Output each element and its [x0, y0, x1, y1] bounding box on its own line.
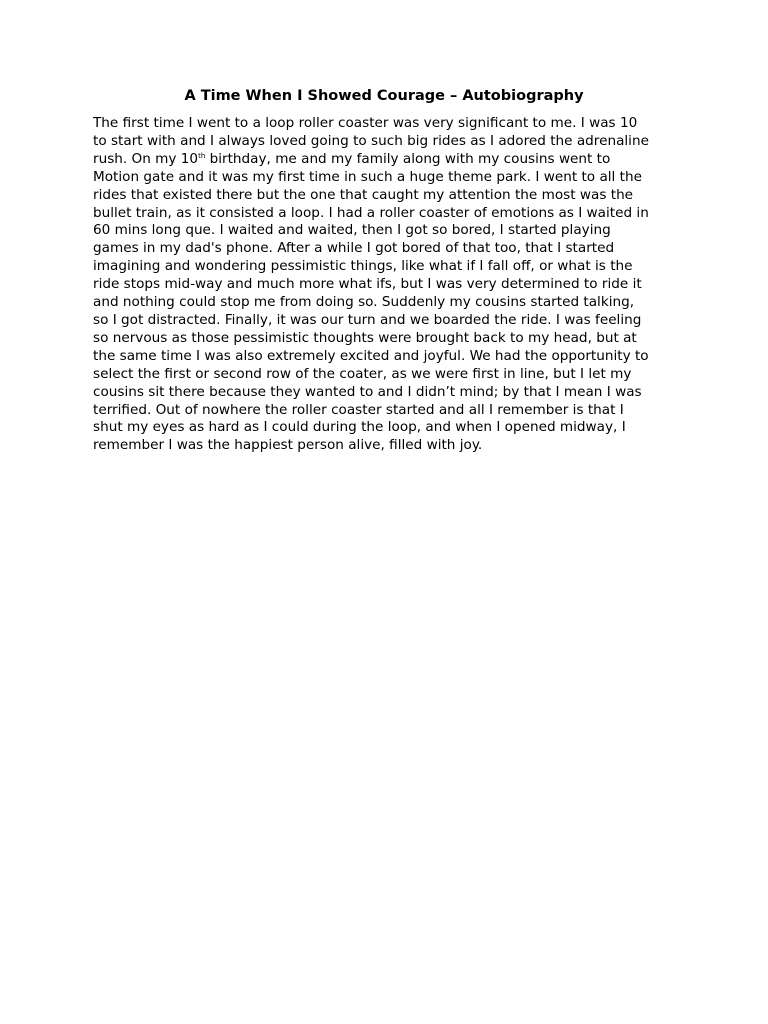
body-line: ride stops mid-way and much more what ifs, but I was very determined to ride it [93, 276, 642, 293]
body-line-text: rush. On my 10 [93, 150, 199, 167]
body-line: bullet train, as it consisted a loop. I had a roller coaster of emotions as I waited in [93, 204, 649, 221]
document-title: A Time When I Showed Courage – Autobiography [184, 88, 584, 104]
body-line: shut my eyes as hard as I could during the loop, and when I opened midway, I [93, 419, 626, 436]
body-line: so nervous as those pessimistic thoughts were brought back to my head, but at [93, 329, 637, 346]
body-line: games in my dad's phone. After a while I got bored of that too, that I started [93, 240, 615, 257]
body-line: imagining and wondering pessimistic things, like what if I fall off, or what is the [93, 258, 633, 275]
body-line: and nothing could stop me from doing so. Suddenly my cousins started talking, [93, 294, 635, 311]
body-line [93, 151, 683, 169]
ordinal-superscript: th [198, 151, 206, 160]
body-line: cousins sit there because they wanted to and I didn’t mind; by that I mean I was [93, 383, 642, 400]
body-line: to start with and I always loved going to such big rides as I adored the adrenaline [93, 132, 649, 149]
document-body [93, 115, 683, 455]
body-line: 60 mins long que. I waited and waited, then I got so bored, I started playing [93, 222, 611, 239]
body-line: Motion gate and it was my first time in such a huge theme park. I went to all the [93, 168, 642, 185]
body-line: remember I was the happiest person alive, filled with joy. [93, 437, 483, 454]
body-line: so I got distracted. Finally, it was our turn and we boarded the ride. I was feeling [93, 311, 642, 328]
body-line: select the first or second row of the coater, as we were first in line, but I let my [93, 365, 632, 382]
body-line-text: birthday, me and my family along with my cousins went to [205, 150, 611, 167]
body-line: The first time I went to a loop roller coaster was very significant to me. I was 10 [93, 115, 638, 131]
body-line: the same time I was also extremely excited and joyful. We had the opportunity to [93, 347, 649, 364]
body-line: terrified. Out of nowhere the roller coaster started and all I remember is that I [93, 401, 624, 418]
body-line: rides that existed there but the one that caught my attention the most was the [93, 186, 634, 203]
